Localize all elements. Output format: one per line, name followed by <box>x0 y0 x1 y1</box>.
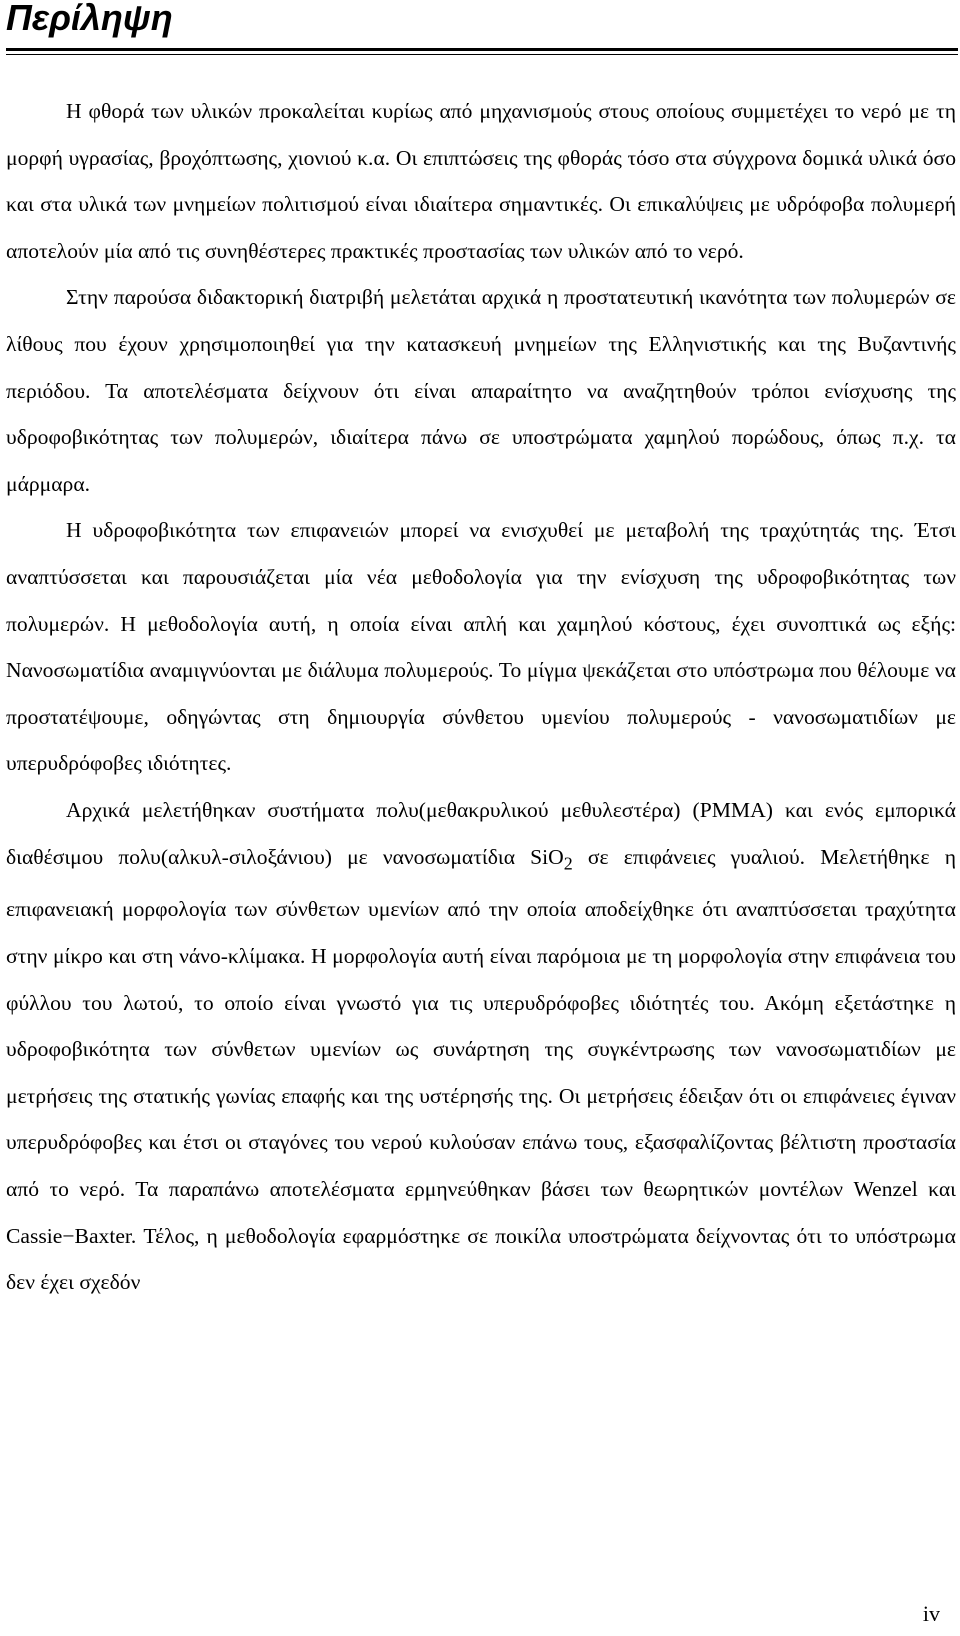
heading-rule-thin <box>6 54 958 55</box>
abstract-body <box>6 88 956 1306</box>
page-number: iv <box>922 1601 940 1626</box>
paragraph-text: σε επιφάνειες γυαλιού. Μελετήθηκε η επιφανειακή μορφολογία των σύνθετων υμενίων από την οποία αποδείχθηκε ότι αναπτύσσεται τραχύτητα στην μίκρο και στη νάνο-κλίμακα. Η μορφολογία αυτή είναι παρόμοια με τη μορφολογία στην επιφάνεια του φύλλου του λωτού, το οποίο είναι γνωστό για τις υπερυδρόφοβες ιδιότητές του. Ακόμη εξετάστηκε η υδροφοβικότητα των σύνθετων υμενίων ως συνάρτηση της συγκέντρωσης των νανοσωματιδίων με μετρήσεις της στατικής γωνίας επαφής και της υστέρησής της. Οι μετρήσεις έδειξαν ότι οι επιφάνειες έγιναν υπερυδρόφοβες και έτσι οι σταγόνες του νερού κυλούσαν επάνω τους, εξασφαλίζοντας βέλτιστη προστασία από το νερό. Τα παραπάνω αποτελέσματα ερμηνεύθηκαν βάσει των θεωρητικών μοντέλων Wenzel και Cassie−Baxter. Τέλος, η μεθοδολογία εφαρμόστηκε σε ποικίλα υποστρώματα δείχνοντας ότι το υπόστρωμα δεν έχει σχεδόν <box>6 844 956 1295</box>
page-heading: Περίληψη <box>6 0 173 38</box>
paragraph <box>6 787 956 1306</box>
paragraph: Στην παρούσα διδακτορική διατριβή μελετάται αρχικά η προστατευτική ικανότητα των πολυμερών σε λίθους που έχουν χρησιμοποιηθεί για την κατασκευή μνημείων της Ελληνιστικής και της Βυζαντινής περιόδου. Τα αποτελέσματα δείχνουν ότι είναι απαραίτητο να αναζητηθούν τρόποι ενίσχυσης της υδροφοβικότητας των πολυμερών, ιδιαίτερα πάνω σε υποστρώματα χαμηλού πορώδους, όπως π.χ. τα μάρμαρα. <box>6 285 956 496</box>
paragraph-text: Αρχικά μελετήθηκαν συστήματα πολυ(μεθακρυλικού μεθυλεστέρα) (PMMA) και ενός εμπορικά διαθέσιμου πολυ(αλκυλ-σιλοξάνιου) με νανοσωματίδια SiO <box>6 797 956 869</box>
paragraph: Η φθορά των υλικών προκαλείται κυρίως από μηχανισμούς στους οποίους συμμετέχει το νερό με τη μορφή υγρασίας, βροχόπτωσης, χιονιού κ.α. Οι επιπτώσεις της φθοράς τόσο στα σύγχρονα δομικά υλικά όσο και στα υλικά των μνημείων πολιτισμού είναι ιδιαίτερα σημαντικές. Οι επικαλύψεις με υδρόφοβα πολυμερή αποτελούν μία από τις συνηθέστερες πρακτικές προστασίας των υλικών από το νερό. <box>6 99 956 263</box>
paragraph: Η υδροφοβικότητα των επιφανειών μπορεί να ενισχυθεί με μεταβολή της τραχύτητάς της. Έτσι αναπτύσσεται και παρουσιάζεται μία νέα μεθοδολογία για την ενίσχυση της υδροφοβικότητας των πολυμερών. Η μεθοδολογία αυτή, η οποία είναι απλή και χαμηλού κόστους, έχει συνοπτικά ως εξής: Νανοσωματίδια αναμιγνύονται με διάλυμα πολυμερούς. Το μίγμα ψεκάζεται στο υπόστρωμα που θέλουμε να προστατέψουμε, οδηγώντας στη δημιουργία σύνθετου υμενίου πολυμερούς - νανοσωματιδίων με υπερυδρόφοβες ιδιότητες. <box>6 518 956 776</box>
subscript: 2 <box>563 852 573 873</box>
heading-rule-thick <box>6 48 958 51</box>
